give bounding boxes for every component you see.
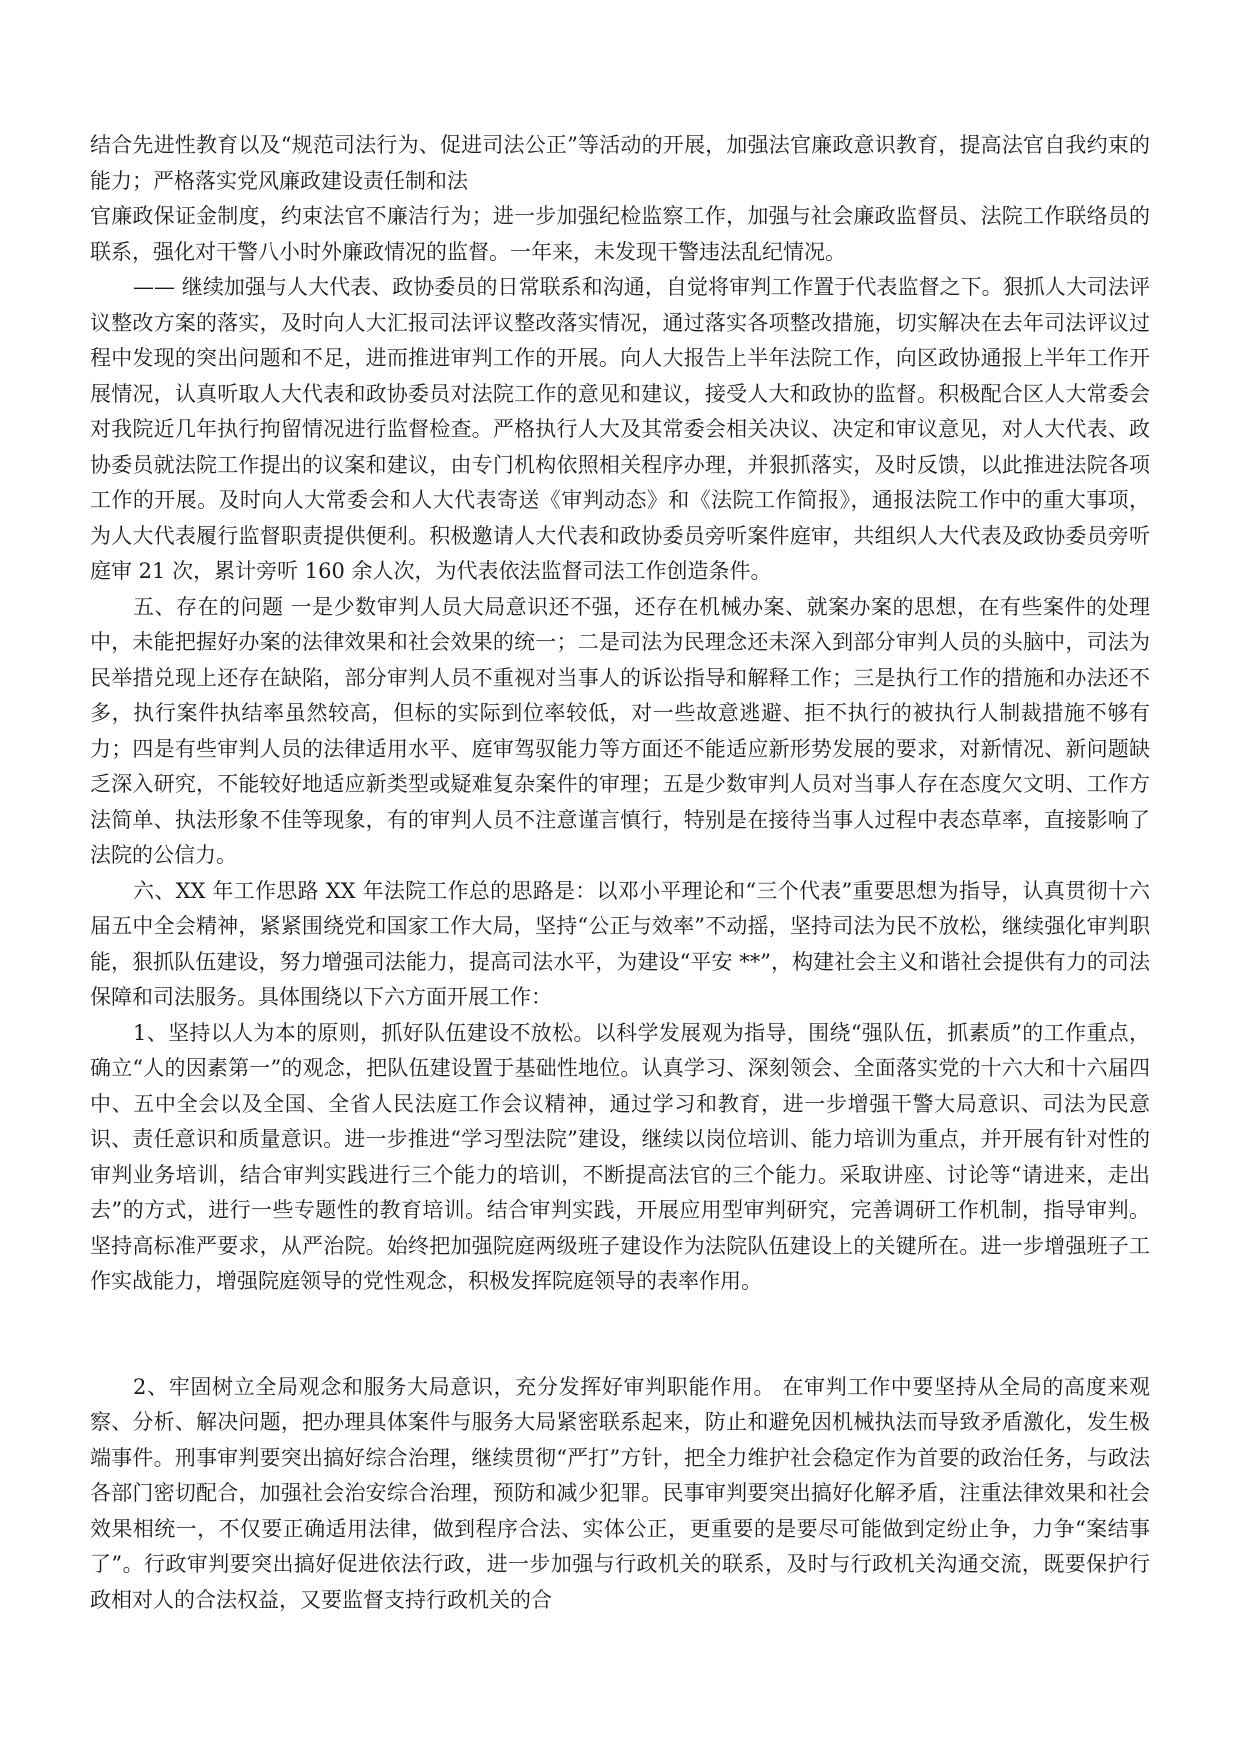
document-page <box>90 128 1150 1618</box>
paragraph-gap <box>90 1300 1150 1370</box>
paragraph-people-congress: —— 继续加强与人大代表、政协委员的日常联系和沟通，自觉将审判工作置于代表监督之下。狠抓人大司法评议整改方案的落实，及时向人大汇报司法评议整改落实情况，通过落实各项整改措施，切实解决在去年司法评议过程中发现的突出问题和不足，进而推进审判工作的开展。向人大报告上半年法院工作，向区政协通报上半年工作开展情况，认真听取人大代表和政协委员对法院工作的意见和建议，接受人大和政协的监督。积极配合区人大常委会对我院近几年执行拘留情况进行监督检查。严格执行人大及其常委会相关决议、决定和审议意见，对人大代表、政协委员就法院工作提出的议案和建议，由专门机构依照相关程序办理，并狠抓落实，及时反馈，以此推进法院各项工作的开展。及时向人大常委会和人大代表寄送《审判动态》和《法院工作简报》，通报法院工作中的重大事项，为人大代表履行监督职责提供便利。积极邀请人大代表和政协委员旁听案件庭审，共组织人大代表及政协委员旁听庭审 21 次，累计旁听 160 余人次，为代表依法监督司法工作创造条件。 <box>90 275 1150 583</box>
paragraph-item-1: 1、坚持以人为本的原则，抓好队伍建设不放松。以科学发展观为指导，围绕“强队伍，抓素质”的工作重点，确立“人的因素第一”的观念，把队伍建设置于基础性地位。认真学习、深刻领会、全面落实党的十六大和十六届四中、五中全会以及全国、全省人民法庭工作会议精神，通过学习和教育，进一步增强干警大局意识、司法为民意识、责任意识和质量意识。进一步推进“学习型法院”建设，继续以岗位培训、能力培训为重点，并开展有针对性的审判业务培训，结合审判实践进行三个能力的培训，不断提高法官的三个能力。采取讲座、讨论等“请进来，走出去”的方式，进行一些专题性的教育培训。结合审判实践，开展应用型审判研究，完善调研工作机制，指导审判。坚持高标准严要求，从严治院。始终把加强院庭两级班子建设作为法院队伍建设上的关键所在。进一步增强班子工作实战能力，增强院庭领导的党性观念，积极发挥院庭领导的表率作用。 <box>90 1020 1150 1293</box>
paragraph-work-plan: 六、XX 年工作思路 XX 年法院工作总的思路是：以邓小平理论和“三个代表”重要思想为指导，认真贯彻十六届五中全会精神，紧紧围绕党和国家工作大局，坚持“公正与效率”不动摇，坚持司法为民不放松，继续强化审判职能，狠抓队伍建设，努力增强司法能力，提高司法水平，为建设“平安 **”，构建社会主义和谐社会提供有力的司法保障和司法服务。具体围绕以下六方面开展工作： <box>90 878 1150 1009</box>
paragraph-continuation-1: 结合先进性教育以及“规范司法行为、促进司法公正”等活动的开展，加强法官廉政意识教育，提高法官自我约束的能力；严格落实党风廉政建设责任制和法 <box>90 133 1150 193</box>
paragraph-existing-problems: 五、存在的问题 一是少数审判人员大局意识还不强，还存在机械办案、就案办案的思想，在有些案件的处理中，未能把握好办案的法律效果和社会效果的统一；二是司法为民理念还未深入到部分审判人员的头脑中，司法为民举措兑现上还存在缺陷，部分审判人员不重视对当事人的诉讼指导和解释工作；三是执行工作的措施和办法还不多，执行案件执结率虽然较高，但标的实际到位率较低，对一些故意逃避、拒不执行的被执行人制裁措施不够有力；四是有些审判人员的法律适用水平、庭审驾驭能力等方面还不能适应新形势发展的要求，对新情况、新问题缺乏深入研究，不能较好地适应新类型或疑难复杂案件的审理；五是少数审判人员对当事人存在态度欠文明、工作方法简单、执法形象不佳等现象，有的审判人员不注意谨言慎行，特别是在接待当事人过程中表态草率，直接影响了法院的公信力。 <box>90 594 1150 867</box>
paragraph-item-2: 2、牢固树立全局观念和服务大局意识，充分发挥好审判职能作用。 在审判工作中要坚持从全局的高度来观察、分析、解决问题，把办理具体案件与服务大局紧密联系起来，防止和避免因机械执法而导致矛盾激化，发生极端事件。刑事审判要突出搞好综合治理，继续贯彻“严打”方针，把全力维护社会稳定作为首要的政治任务，与政法各部门密切配合，加强社会治安综合治理，预防和减少犯罪。民事审判要突出搞好化解矛盾，注重法律效果和社会效果相统一，不仅要正确适用法律，做到程序合法、实体公正，更重要的是要尽可能做到定纷止争，力争“案结事了”。行政审判要突出搞好促进依法行政，进一步加强与行政机关的联系，及时与行政机关沟通交流，既要保护行政相对人的合法权益，又要监督支持行政机关的合 <box>90 1374 1150 1612</box>
paragraph-continuation-2: 官廉政保证金制度，约束法官不廉洁行为；进一步加强纪检监察工作，加强与社会廉政监督员、法院工作联络员的联系，强化对干警八小时外廉政情况的监督。一年来，未发现干警违法乱纪情况。 <box>90 204 1150 264</box>
